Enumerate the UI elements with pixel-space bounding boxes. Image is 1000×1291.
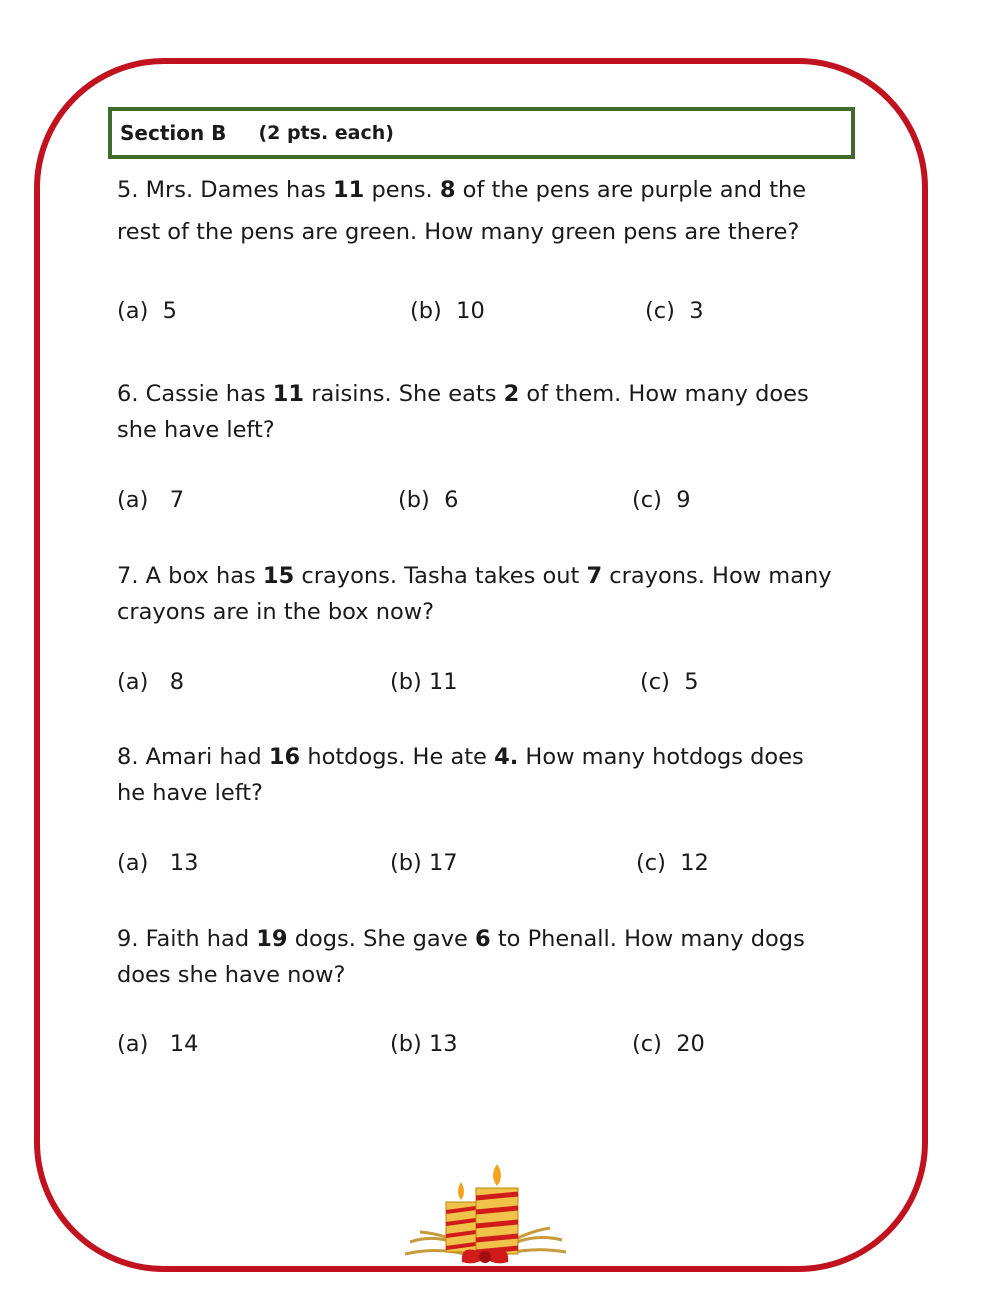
option-c[interactable]: (c) 12 (636, 850, 709, 876)
option-a[interactable]: (a) 14 (117, 1031, 199, 1057)
section-header (108, 107, 855, 159)
question-line: 6. Cassie has 11 raisins. She eats 2 of them. How many does (117, 381, 809, 407)
question-line: 5. Mrs. Dames has 11 pens. 8 of the pens are purple and the (117, 177, 807, 203)
christmas-candles-icon (400, 1162, 570, 1276)
section-points: (2 pts. each) (258, 122, 394, 144)
question-5 (117, 172, 887, 250)
question-7 (117, 558, 887, 630)
question-9 (117, 921, 887, 993)
option-a[interactable]: (a) 7 (117, 487, 185, 513)
option-b[interactable]: (b) 17 (390, 850, 458, 876)
question-line: does she have now? (117, 962, 346, 988)
option-b[interactable]: (b) 10 (410, 298, 485, 324)
question-line: 7. A box has 15 crayons. Tasha takes out 7 crayons. How many (117, 563, 832, 589)
question-line: she have left? (117, 417, 275, 443)
option-c[interactable]: (c) 20 (632, 1031, 705, 1057)
question-8 (117, 739, 887, 811)
question-line: 9. Faith had 19 dogs. She gave 6 to Phenall. How many dogs (117, 926, 805, 952)
option-b[interactable]: (b) 13 (390, 1031, 458, 1057)
option-a[interactable]: (a) 13 (117, 850, 199, 876)
question-line: crayons are in the box now? (117, 599, 435, 625)
option-a[interactable]: (a) 5 (117, 298, 177, 324)
option-a[interactable]: (a) 8 (117, 669, 185, 695)
question-line: rest of the pens are green. How many green pens are there? (117, 219, 800, 245)
question-line: he have left? (117, 780, 263, 806)
section-title: Section B (120, 121, 227, 145)
question-line: 8. Amari had 16 hotdogs. He ate 4. How many hotdogs does (117, 744, 804, 770)
option-b[interactable]: (b) 6 (398, 487, 459, 513)
option-c[interactable]: (c) 5 (640, 669, 699, 695)
option-b[interactable]: (b) 11 (390, 669, 458, 695)
option-c[interactable]: (c) 9 (632, 487, 691, 513)
option-c[interactable]: (c) 3 (645, 298, 704, 324)
question-6 (117, 376, 887, 448)
